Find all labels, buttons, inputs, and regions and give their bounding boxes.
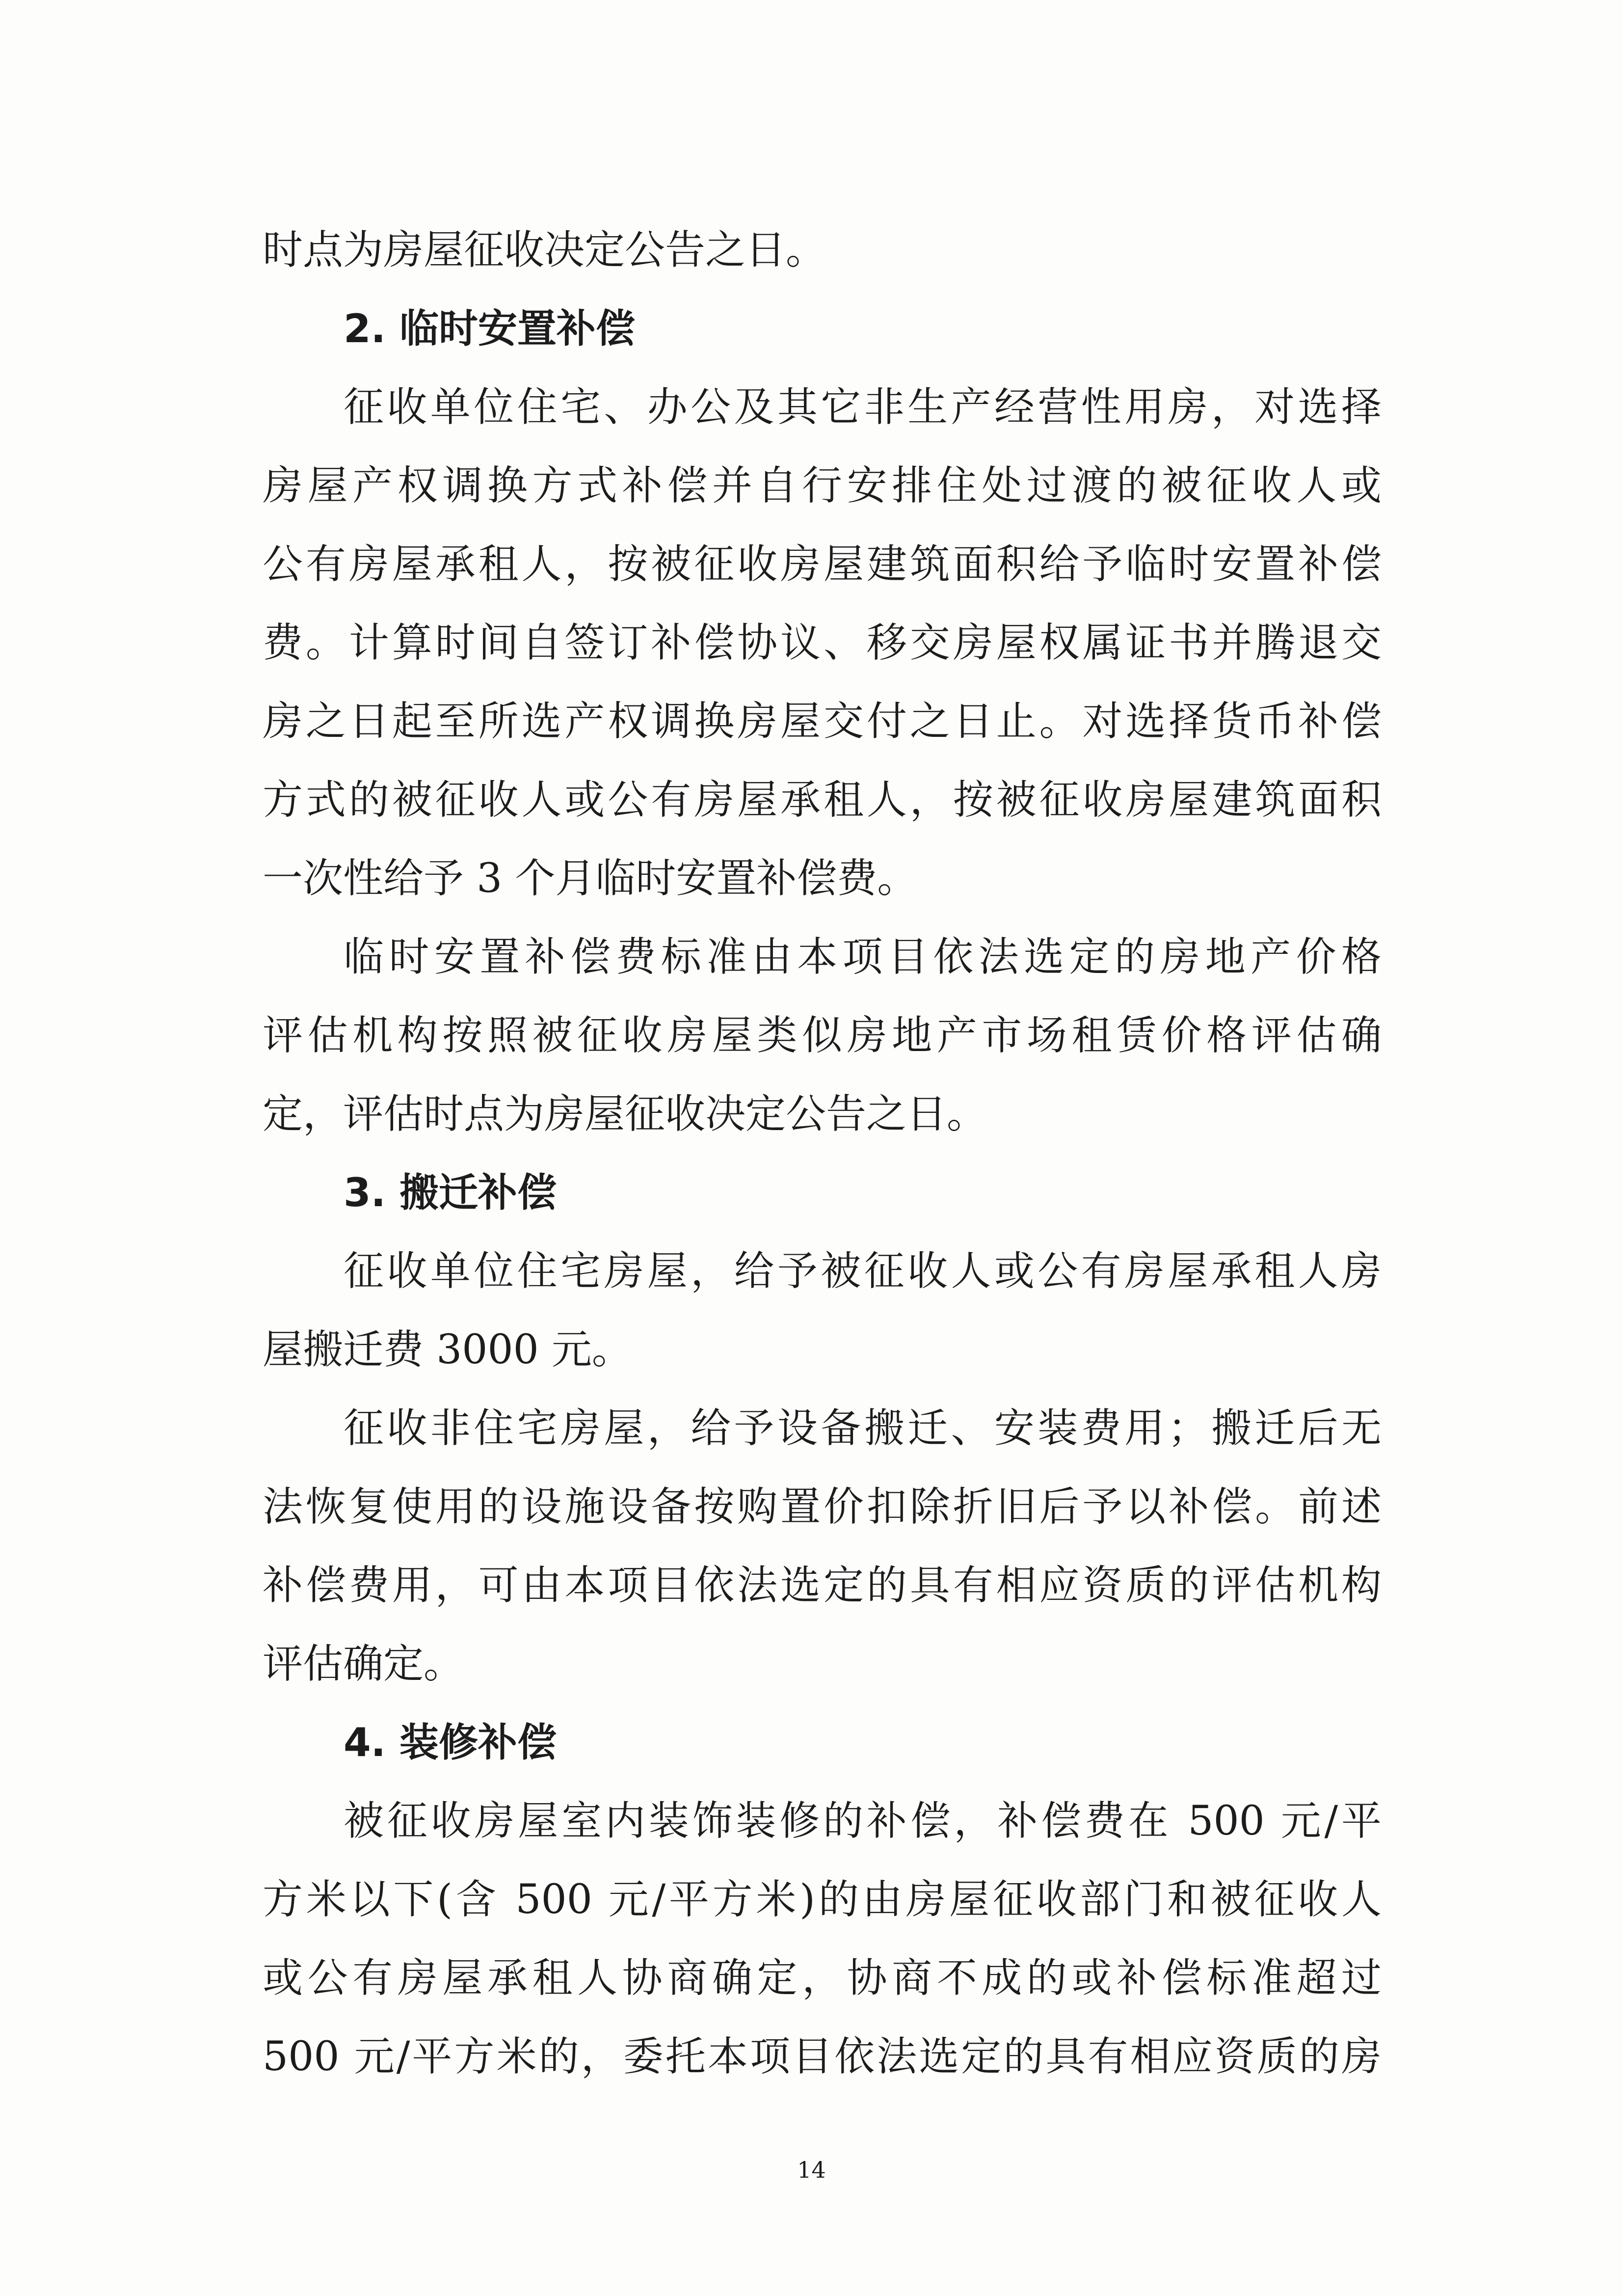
paragraph-line: 临时安置补偿费标准由本项目依法选定的房地产价格 — [344, 934, 1382, 980]
page-number: 14 — [797, 2157, 826, 2183]
paragraph-line: 评估确定。 — [263, 1641, 464, 1687]
paragraph-line: 定，评估时点为房屋征收决定公告之日。 — [263, 1091, 987, 1137]
paragraph-line: 500 元/平方米的，委托本项目依法选定的具有相应资质的房 — [263, 2033, 1382, 2080]
paragraph-line: 房屋产权调换方式补偿并自行安排住处过渡的被征收人或 — [263, 462, 1382, 509]
paragraph-line: 评估机构按照被征收房屋类似房地产市场租赁价格评估确 — [263, 1012, 1382, 1059]
paragraph-line: 费。计算时间自签订补偿协议、移交房屋权属证书并腾退交 — [263, 620, 1382, 666]
section-heading-2: 2. 临时安置补偿 — [344, 306, 635, 351]
paragraph-line: 被征收房屋室内装饰装修的补偿，补偿费在 500 元/平 — [344, 1798, 1382, 1844]
paragraph-line: 补偿费用，可由本项目依法选定的具有相应资质的评估机构 — [263, 1562, 1382, 1609]
paragraph-line: 或公有房屋承租人协商确定，协商不成的或补偿标准超过 — [263, 1955, 1382, 2001]
section-heading-3: 3. 搬迁补偿 — [344, 1170, 557, 1216]
paragraph-line: 征收单位住宅房屋，给予被征收人或公有房屋承租人房 — [344, 1248, 1382, 1295]
paragraph-line: 屋搬迁费 3000 元。 — [263, 1326, 632, 1373]
paragraph-line: 公有房屋承租人，按被征收房屋建筑面积给予临时安置补偿 — [263, 541, 1382, 588]
paragraph-line: 一次性给予 3 个月临时安置补偿费。 — [263, 855, 918, 902]
paragraph-line: 方米以下(含 500 元/平方米)的由房屋征收部门和被征收人 — [263, 1876, 1382, 1923]
paragraph-line: 法恢复使用的设施设备按购置价扣除折旧后予以补偿。前述 — [263, 1484, 1382, 1530]
paragraph-line: 征收非住宅房屋，给予设备搬迁、安装费用；搬迁后无 — [344, 1405, 1382, 1452]
paragraph-line: 时点为房屋征收决定公告之日。 — [263, 227, 826, 273]
paragraph-line: 方式的被征收人或公有房屋承租人，按被征收房屋建筑面积 — [263, 777, 1382, 823]
paragraph-line: 房之日起至所选产权调换房屋交付之日止。对选择货币补偿 — [263, 698, 1382, 745]
section-heading-4: 4. 装修补偿 — [344, 1720, 557, 1765]
paragraph-line: 征收单位住宅、办公及其它非生产经营性用房，对选择 — [344, 384, 1382, 431]
